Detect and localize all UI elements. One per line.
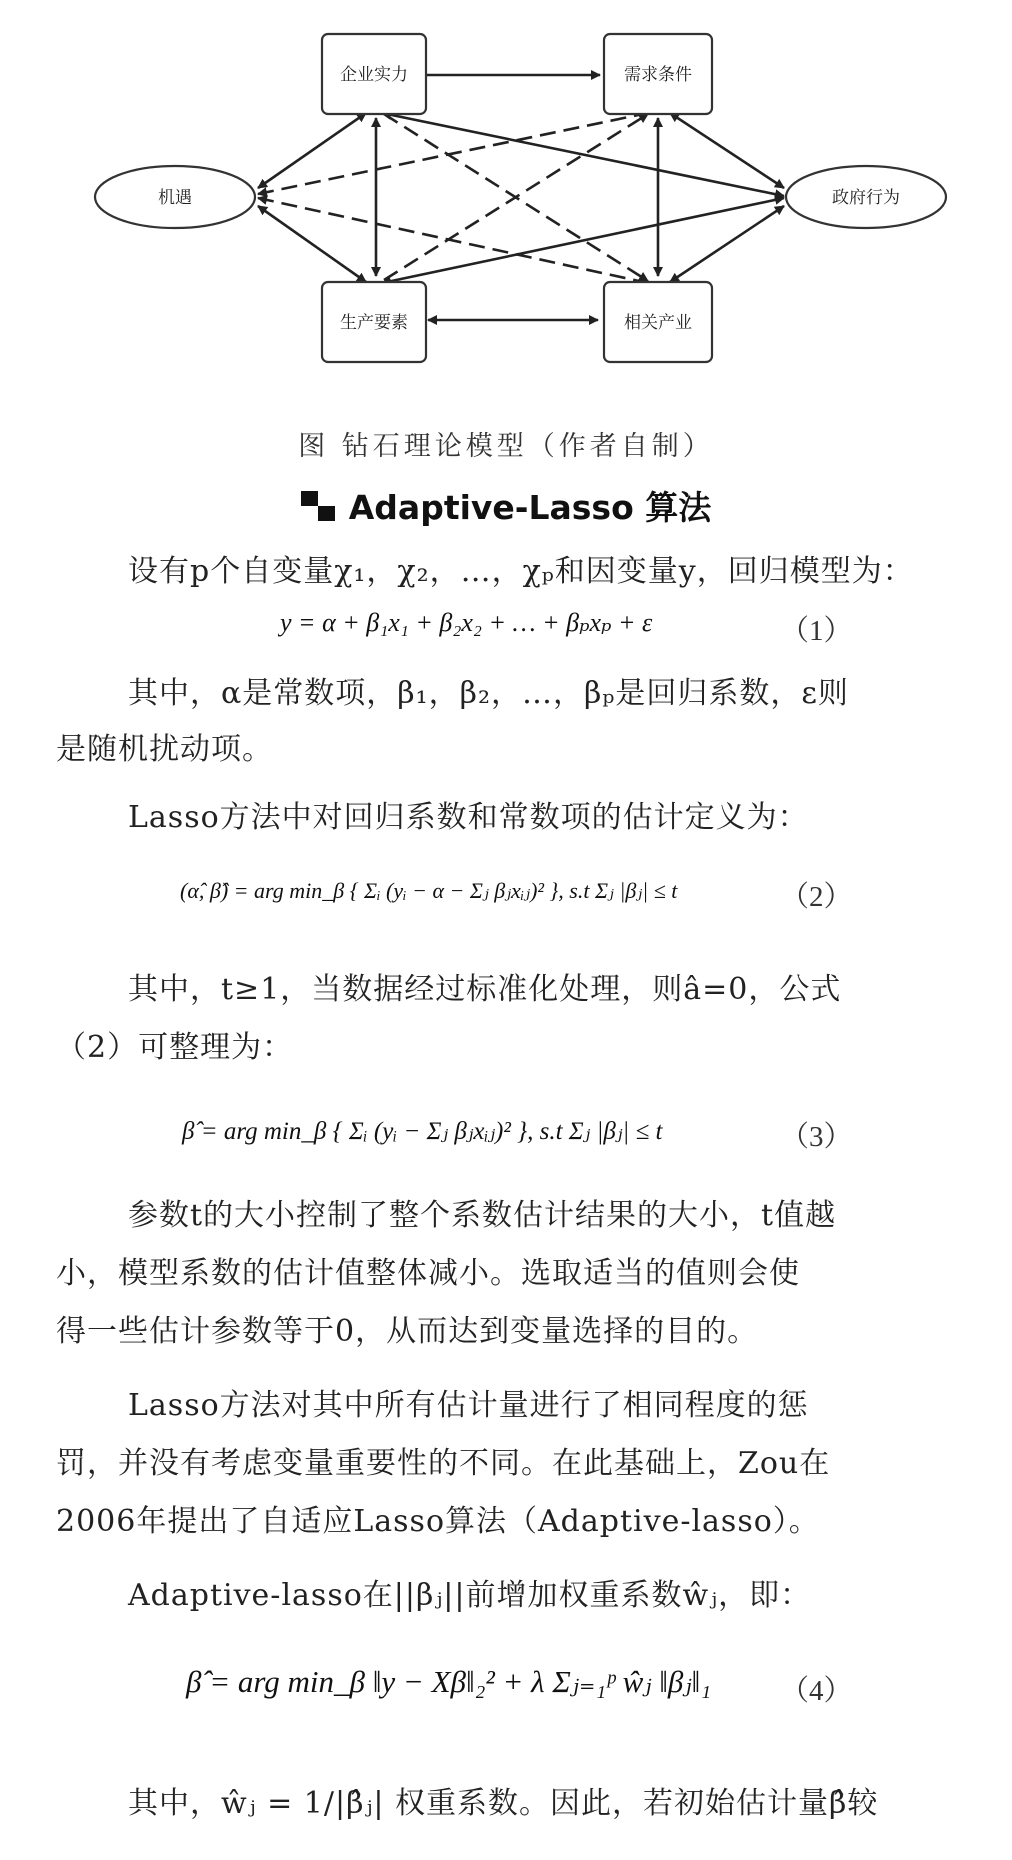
edge-opportunity-factor	[258, 206, 366, 282]
svg-text:企业实力: 企业实力	[340, 65, 408, 85]
node-firm-strength	[322, 34, 426, 114]
paragraph-lasso-definition: Lasso方法中对回归系数和常数项的估计定义为：	[128, 800, 809, 835]
svg-text:需求条件: 需求条件	[624, 65, 692, 85]
paragraph-parameter-t-line3: 得一些估计参数等于0，从而达到变量选择的目的。	[56, 1314, 759, 1349]
node-related-industries	[604, 282, 712, 362]
edge-opportunity-related	[258, 198, 648, 283]
paragraph-parameter-t-line2: 小，模型系数的估计值整体减小。选取适当的值则会使	[56, 1256, 800, 1291]
equation-4	[0, 1664, 1012, 1724]
section-heading	[0, 482, 1012, 529]
section-heading-text: Adaptive-Lasso 算法	[348, 488, 712, 527]
paragraph-terms-line1: 其中，α是常数项，β₁，β₂，…，βₚ是回归系数，ε则	[128, 676, 849, 711]
svg-text:政府行为: 政府行为	[832, 188, 900, 208]
paragraph-standardize-line1: 其中，t≥1，当数据经过标准化处理，则â=0，公式	[128, 972, 842, 1007]
equation-2-formula: (α̂, β̂) = arg min_β { Σᵢ (yᵢ − α − Σⱼ βⱼxᵢⱼ)² }, s.t Σⱼ |βⱼ| ≤ t	[180, 878, 678, 903]
paragraph-adaptive-weights: Adaptive-lasso在||βⱼ||前增加权重系数ŵⱼ，即：	[128, 1578, 812, 1613]
svg-text:相关产业: 相关产业	[624, 313, 692, 333]
equation-1-number: （1）	[780, 615, 853, 647]
diamond-model-diagram	[0, 0, 1012, 400]
equation-3	[0, 1116, 1012, 1172]
paragraph-penalty-line1: Lasso方法对其中所有估计量进行了相同程度的惩	[128, 1388, 809, 1423]
equation-4-number: （4）	[780, 1675, 853, 1707]
node-government-action	[786, 166, 946, 228]
edge-government-factor	[382, 198, 784, 283]
paragraph-parameter-t-line1: 参数t的大小控制了整个系数估计结果的大小，t值越	[128, 1198, 837, 1233]
equation-2-number: （2）	[780, 881, 853, 913]
equation-3-number: （3）	[780, 1121, 853, 1153]
node-opportunity	[95, 166, 255, 228]
svg-text:机遇: 机遇	[158, 188, 192, 208]
paragraph-standardize-line2: （2）可整理为：	[56, 1030, 294, 1065]
equation-1	[0, 608, 1012, 654]
paragraph-penalty-line2: 罚，并没有考虑变量重要性的不同。在此基础上，Zou在	[56, 1446, 831, 1481]
equation-4-formula: β̂ = arg min_β ‖y − Xβ‖₂² + λ Σⱼ₌₁ᵖ ŵⱼ ‖βⱼ‖₁	[186, 1664, 712, 1699]
paragraph-variables: 设有p个自变量χ₁，χ₂，…，χₚ和因变量y，回归模型为：	[128, 554, 914, 589]
paragraph-penalty-line3: 2006年提出了自适应Lasso算法（Adaptive-lasso）。	[56, 1504, 820, 1539]
svg-text:生产要素: 生产要素	[340, 313, 408, 333]
figure-caption: 图 钻石理论模型（作者自制）	[298, 431, 714, 462]
square-bullet-icon	[301, 491, 335, 521]
equation-3-formula: β̂ = arg min_β { Σᵢ (yᵢ − Σⱼ βⱼxᵢⱼ)² }, s.t Σⱼ |βⱼ| ≤ t	[182, 1118, 663, 1145]
node-factor-conditions	[322, 282, 426, 362]
edge-government-firm	[382, 113, 784, 196]
equation-1-formula: y = α + β₁x₁ + β₂x₂ + … + βₚxₚ + ε	[280, 608, 653, 637]
paragraph-terms-line2: 是随机扰动项。	[56, 732, 273, 767]
equation-2	[0, 878, 1012, 930]
paragraph-weight-coefficient: 其中，ŵⱼ = 1/|β̂ⱼ| 权重系数。因此，若初始估计量β̂较	[128, 1786, 879, 1821]
node-demand-conditions	[604, 34, 712, 114]
edge-opportunity-demand	[258, 113, 648, 194]
edge-opportunity-firm	[258, 113, 366, 188]
